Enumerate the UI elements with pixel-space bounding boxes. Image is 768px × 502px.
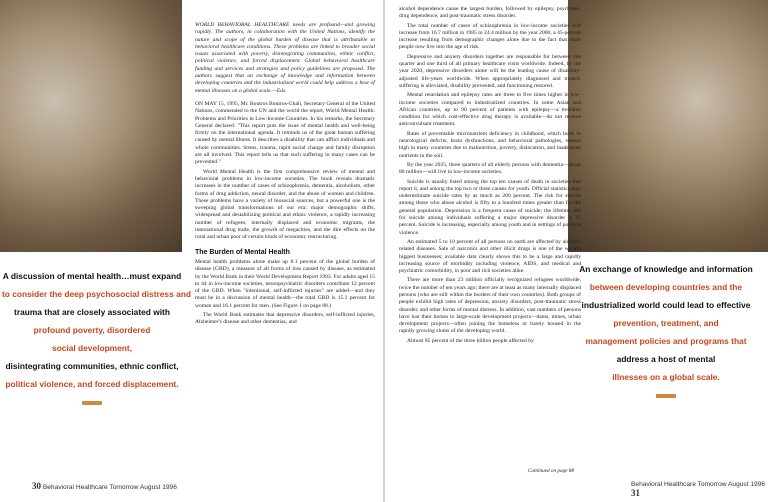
pullquote-line: illnesses on a global scale. [612, 372, 720, 382]
right-pullquote [576, 260, 756, 404]
body-paragraph: The total number of cases of schizophrenia in low-income societies will increase from 16.7 million in 1985 to 24.4 million by the year 2000, a 45-percent increase resulting from demographic changes alone due to the fact that more people now live into the age of risk. [399, 22, 581, 51]
pullquote-line: An exchange of knowledge and information [579, 264, 753, 274]
page-number: 31 [631, 488, 640, 498]
body-paragraph: ON MAY 15, 1995, Mr. Boutros Boutros-Ghali, Secretary General of the United Nations, commended to the UN and the world the report, World Mental Health: Problems and Priorities in Low-Income Countries. In his remarks, the Secretary General declared: "This report puts the issue of mental health and well-being firmly on the international agenda. It reminds us of the great human suffering caused by mental illness. It describes a disability that can afflict individuals and whole communities. Stress, trauma, rapid social change and family disruption are all involved. This report tells us that such suffering in many cases can be prevented." [195, 100, 375, 166]
pullquote-line: prevention, treatment, and [613, 318, 719, 328]
continued-note: Continued on page 88 [528, 468, 574, 474]
left-article-column [195, 22, 375, 329]
left-photo [0, 0, 182, 252]
pullquote-line: A discussion of mental health…must expand [2, 271, 182, 281]
body-paragraph: Mental retardation and epilepsy rates are three to five times higher in low-income societies compared to industrialized countries. In some Asian and African countries, up to 90 percent of patients with epilepsy—a treatable condition for which cost-effective drug therapy is available—do not receive anticonvulsant treatment. [399, 92, 581, 128]
pullquote-line: profound poverty, disordered [33, 325, 151, 335]
right-footer [631, 481, 768, 498]
article-intro: WORLD BEHAVIORAL HEALTHCARE needs are profound—and growing rapidly. The authors, in collaboration with the United Nations, identify the nature and scope of the global burden of disease that is attributable to behavioral healthcare conditions. These problems are linked to broader social issues associated with poverty, disintegrating communities, ethnic conflict, political violence, and forced displacement. Global behavioral healthcare funding and services and strategies and policy guidelines are proposed. The authors suggest that an exchange of knowledge and information between developing countries and the industrialized world could help address a host of mental illnesses on a global scale.—Eds. [195, 22, 375, 94]
pullquote-line: between developing countries and the [589, 282, 743, 292]
issue-date: August 1996 [728, 481, 766, 488]
body-paragraph: Suicide is usually listed among the top ten causes of death in societies that report it, and among the top two or three causes for youth. Official statistics may underestimate suicide rates by as much as 200 percent. The risk for suicide among those who abuse alcohol is fifty to a hundred times greater than for the general population. Depression is a frequent cause of suicide; the lifetime risk for suicide among individuals suffering a major depressive disorder is 15 percent. Suicide is increasing, especially among youth and in settings of political violence. [399, 178, 581, 236]
pullquote-line: address a host of mental [616, 354, 716, 364]
left-pullquote [2, 267, 191, 411]
right-article-column [399, 6, 581, 347]
issue-date: August 1996 [139, 484, 177, 491]
pullquote-line: trauma that are closely associated with [14, 307, 170, 317]
page-gutter [383, 0, 385, 502]
body-paragraph: By the year 2025, three quarters of all elderly persons with dementia—about 80 million—will live in low-income societies. [399, 161, 581, 176]
body-paragraph: Mental health problems alone make up 8.1 percent of the global burden of disease (GBD), a measure of all forms of loss caused by disease, as estimated by the World Bank in their World Development Report 1993. For adults aged 15 to 44 in low-income societies, neuropsychiatric disorders contribute 12 percent of the GBD. When "intentional, self-inflicted injuries" are added—and they must be in a discussion of mental health—the total GBD is 15.1 percent for women and 16.1 percent for men. (See Figure 1 on page 88.) [195, 258, 375, 309]
right-photo [568, 0, 768, 252]
section-heading: The Burden of Mental Health [195, 248, 290, 256]
pullquote-line: industrialized world could lead to effective [581, 300, 751, 310]
pullquote-line: political violence, and forced displacement. [5, 379, 179, 389]
magazine-name: Behavioral Healthcare Tomorrow [42, 484, 139, 491]
magazine-name: Behavioral Healthcare Tomorrow [631, 481, 727, 488]
body-paragraph: Depressive and anxiety disorders together are responsible for between one quarter and one third of all primary healthcare visits worldwide. Indeed, by the year 2020, depressive disorders alone will be the leading cause of disability-adjusted life-years worldwide. When appropriately diagnosed and treated, suffering is alleviated, disability prevented, and functioning restored. [399, 53, 581, 89]
page-number: 30 [32, 481, 41, 491]
pullquote-line: to consider the deep psychosocial distress and [2, 289, 191, 299]
body-paragraph: alcohol dependence cause the largest burden, followed by epilepsy, psychoses, drug dependence, and post-traumatic stress disorder. [399, 6, 581, 20]
body-paragraph: Rates of preventable micronutrient deficiency in childhood, which leads to neurological deficits, brain dysfunctions, and behavioral pathologies, remain high in many countries due to malnutrition, poverty, dislocation, and inadequate nutrients in the soil. [399, 130, 581, 159]
body-paragraph: There are more than 23 million officially recognized refugees worldwide, twice the number of ten years ago; there are at least as many internally displaced persons (who are still within the borders of their own countries). Both groups of people exhibit high rates of depression, anxiety disorders, post-traumatic stress disorder, and other forms of mental distress. In addition, vast numbers of persons have lost their homes to large-scale development projects—dams, mines, urban development projects—often joining the homeless or barely housed in the rapidly growing slums of the developing world. [399, 277, 581, 335]
pullquote-line: disintegrating communities, ethnic conflict, [5, 361, 179, 371]
pullquote-bar [656, 394, 676, 398]
body-paragraph: Almost 85 percent of the three billion people affected by [407, 337, 534, 344]
pullquote-line: social development, [51, 343, 133, 353]
pullquote-line: management policies and programs that [585, 336, 747, 346]
body-paragraph: An estimated 5 to 10 percent of all persons on earth are affected by alcohol-related diseases. Sale of narcotics and other illicit drugs is one of the world's biggest businesses; available data clearly shows this to be a large and rapidly increasing source of morbidity including violence, AIDS, and medical and psychiatric comorbidity, in poor and rich societies alike. [399, 238, 581, 275]
body-paragraph: The World Bank estimates that depressive disorders, self-inflicted injuries, Alzheimer's disease and other dementias, and [195, 311, 375, 326]
pullquote-bar [82, 401, 102, 405]
body-paragraph: World Mental Health is the first comprehensive review of mental and behavioral problems in low-income societies. The book reveals dramatic increases in the number of cases of schizophrenia, dementia, alcoholism, other forms of drug addiction, neural disorder, and the abuse of women and children. These problems have a variety of biosocial sources, but a powerful one is the sweeping global transformations of our era: major demographic shifts, widespread and destabilizing political and ethnic violence, a rapidly increasing number of refugees, internally displaced and economic migrants, the international drug trade, the growth of megacities, and the dire effects on the rural and urban poor of certain kinds of economic restructuring. [195, 168, 375, 241]
left-footer [32, 481, 177, 491]
